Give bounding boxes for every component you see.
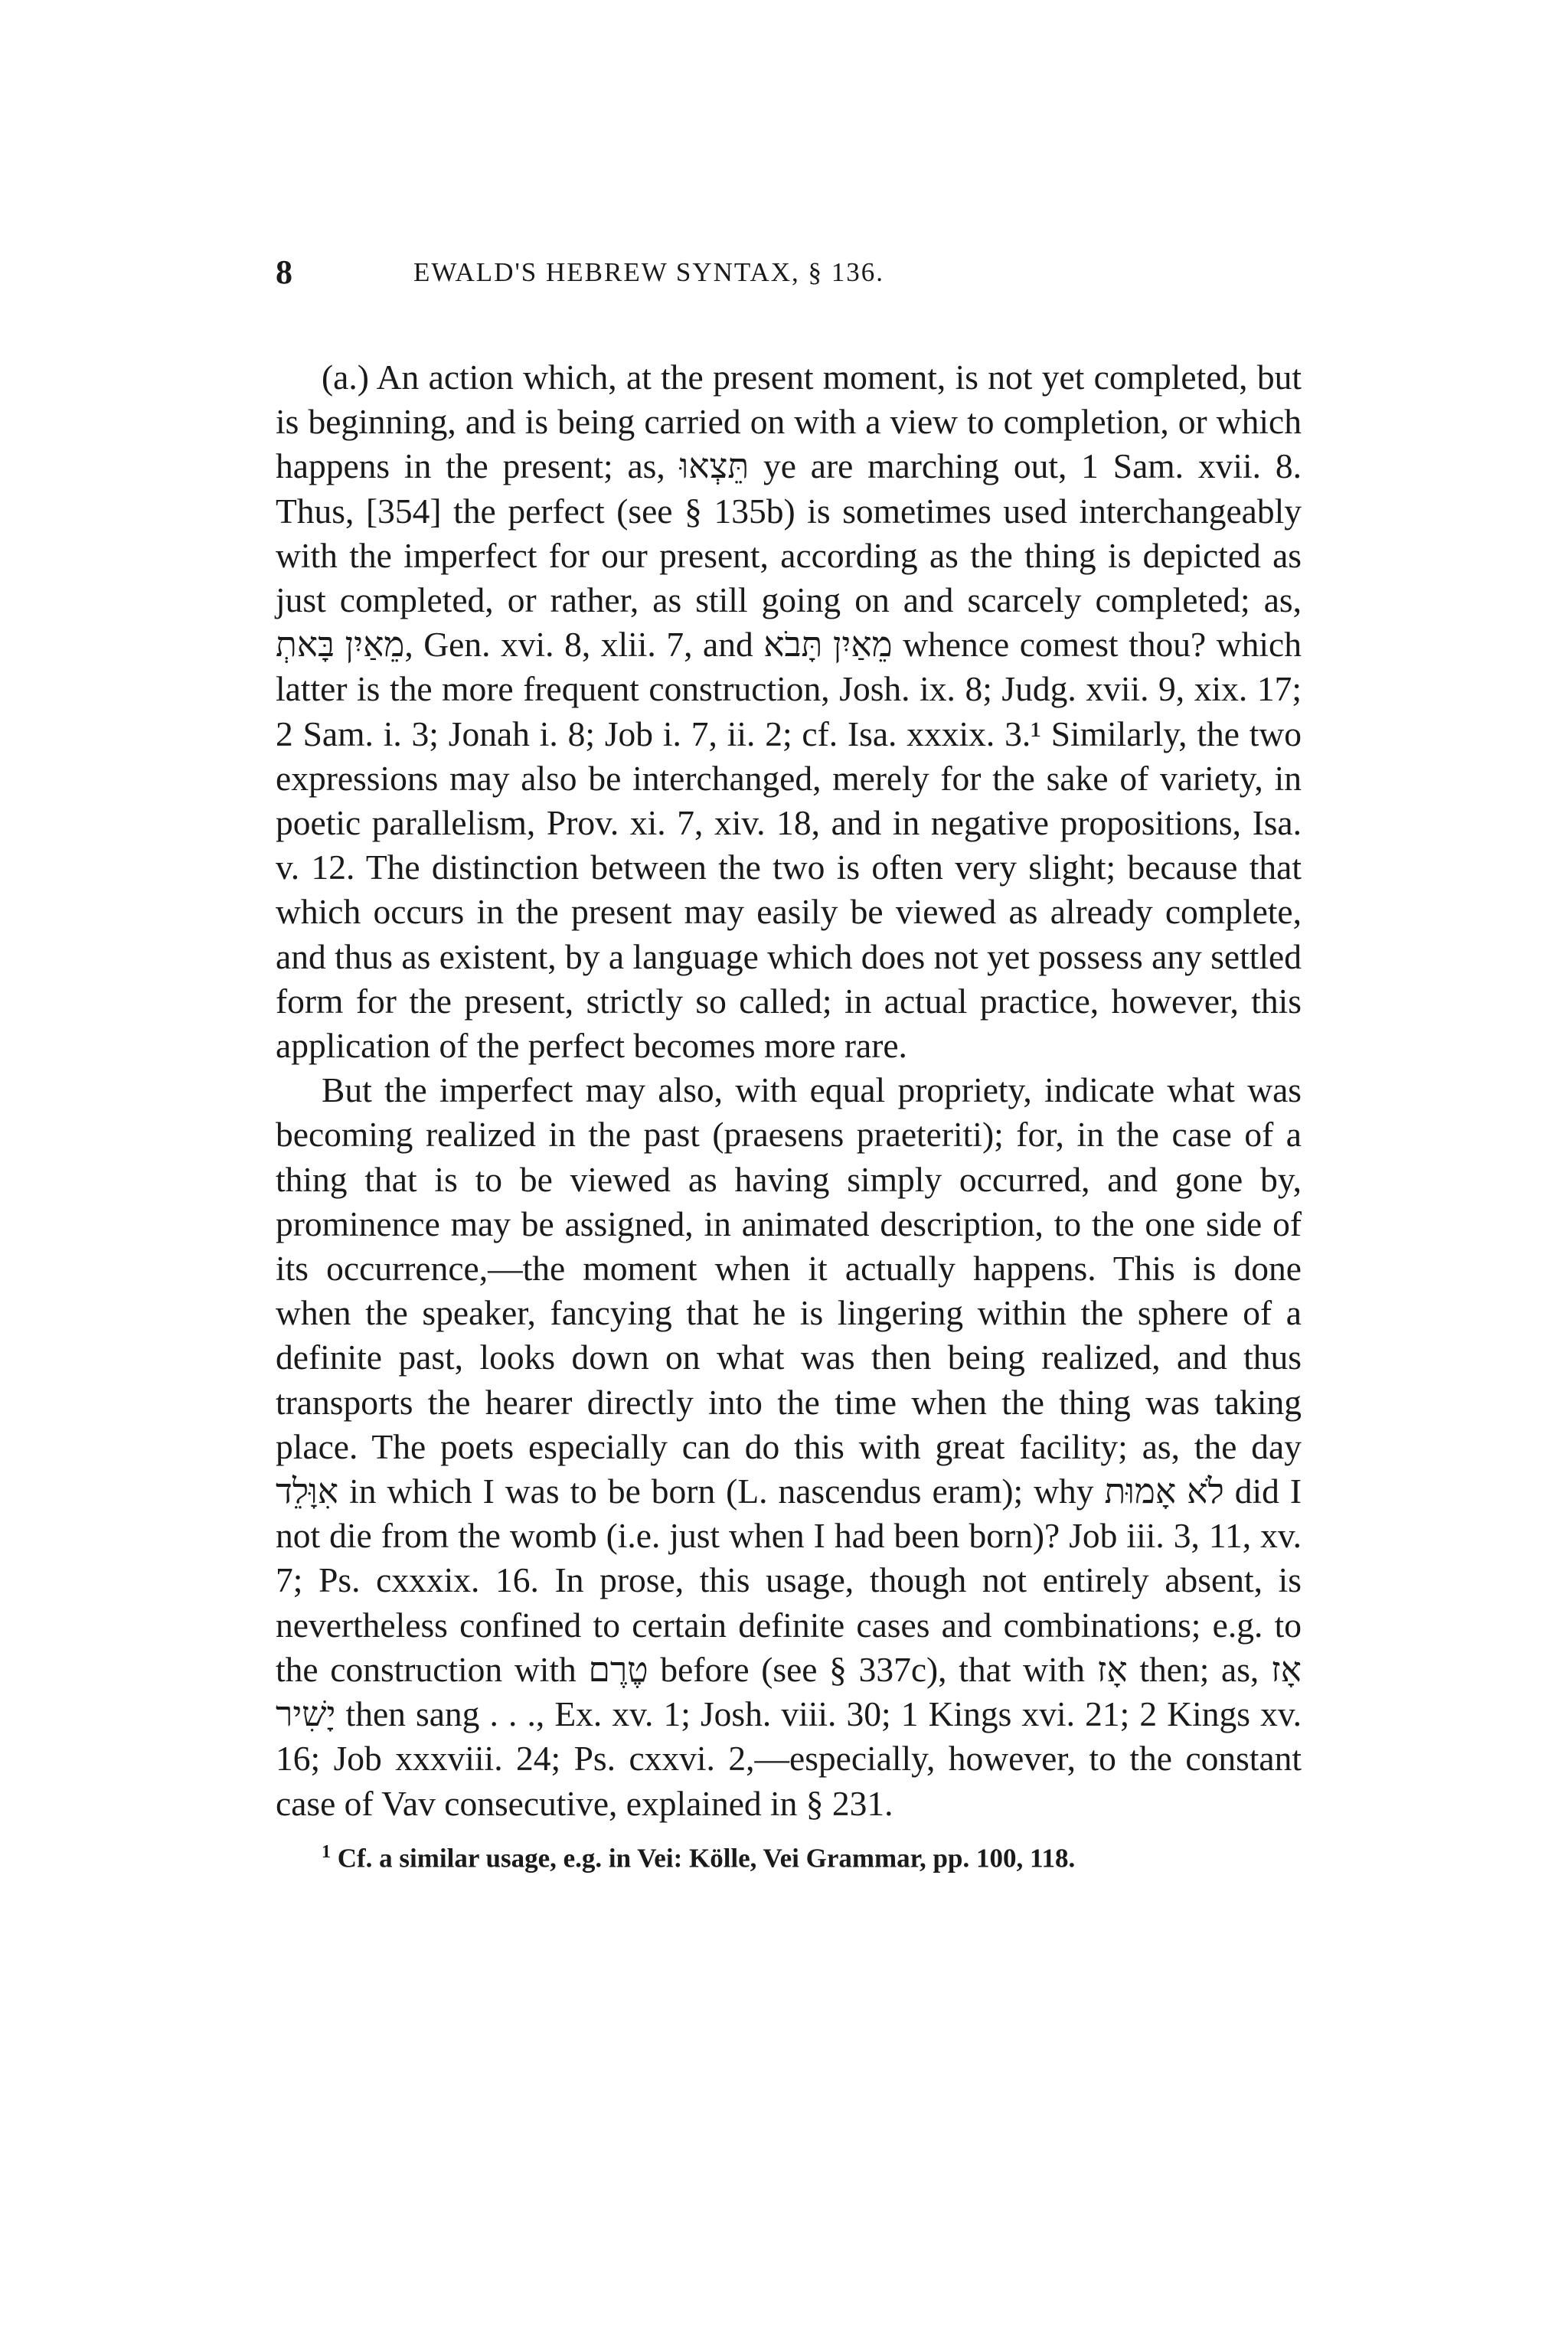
book-page xyxy=(276,253,1302,1875)
page-header xyxy=(276,253,1302,306)
footnote-marker: 1 xyxy=(322,1841,331,1862)
body-text xyxy=(276,355,1302,1826)
page-number: 8 xyxy=(276,253,294,291)
paragraph-2: But the imperfect may also, with equal propriety, indicate what was becoming realized in the past (praesens praeteriti); for, in the case of a thing that is to be viewed as having simply occurred, and gone by, prominence may be assigned, in animated description, to the one side of its occurrence,—the moment when it actually happens. This is done when the speaker, fancying that he is lingering within the sphere of a definite past, looks down on what was then being realized, and thus transports the hearer directly into the time when the thing was taking place. The poets especially can do this with great facility; as, the day אִוָּלֵד in which I was to be born (L. nascendus eram); why לֹא אָמוּת did I not die from the womb (i.e. just when I had been born)? Job iii. 3, 11, xv. 7; Ps. cxxxix. 16. In prose, this usage, though not entirely absent, is nevertheless confined to certain definite cases and combinations; e.g. to the construction with טֶרֶם before (see § 337c), that with אָז then; as, אָז יָשִׁיר then sang . . ., Ex. xv. 1; Josh. viii. 30; 1 Kings xvi. 21; 2 Kings xv. 16; Job xxxviii. 24; Ps. cxxvi. 2,—especially, however, to the constant case of Vav consecutive, explained in § 231. xyxy=(276,1070,1302,1823)
paragraph-1: (a.) An action which, at the present moment, is not yet completed, but is beginning, and is being carried on with a view to completion, or which happens in the present; as, תֵּצְאוּ ye are marching out, 1 Sam. xvii. 8. Thus, [354] the perfect (see § 135b) is sometimes used interchangeably with the imperfect for our present, according as the thing is depicted as just completed, or rather, as still going on and scarcely completed; as, מֵאַיִן בָּאתְ, Gen. xvi. 8, xlii. 7, and מֵאַיִן תָּבֹא whence comest thou? which latter is the more frequent construction, Josh. ix. 8; Judg. xvii. 9, xix. 17; 2 Sam. i. 3; Jonah i. 8; Job i. 7, ii. 2; cf. Isa. xxxix. 3.¹ Similarly, the two expressions may also be interchanged, merely for the sake of variety, in poetic parallelism, Prov. xi. 7, xiv. 18, and in negative propositions, Isa. v. 12. The distinction between the two is often very slight; because that which occurs in the present may easily be viewed as already complete, and thus as existent, by a language which does not yet possess any settled form for the present, strictly so called; in actual practice, however, this application of the perfect becomes more rare. xyxy=(276,358,1302,1066)
running-title: EWALD'S HEBREW SYNTAX, § 136. xyxy=(413,257,885,287)
footnote xyxy=(276,1835,1302,1876)
footnote-text: Cf. a similar usage, e.g. in Vei: Kölle, Vei Grammar, pp. 100, 118. xyxy=(337,1843,1076,1873)
